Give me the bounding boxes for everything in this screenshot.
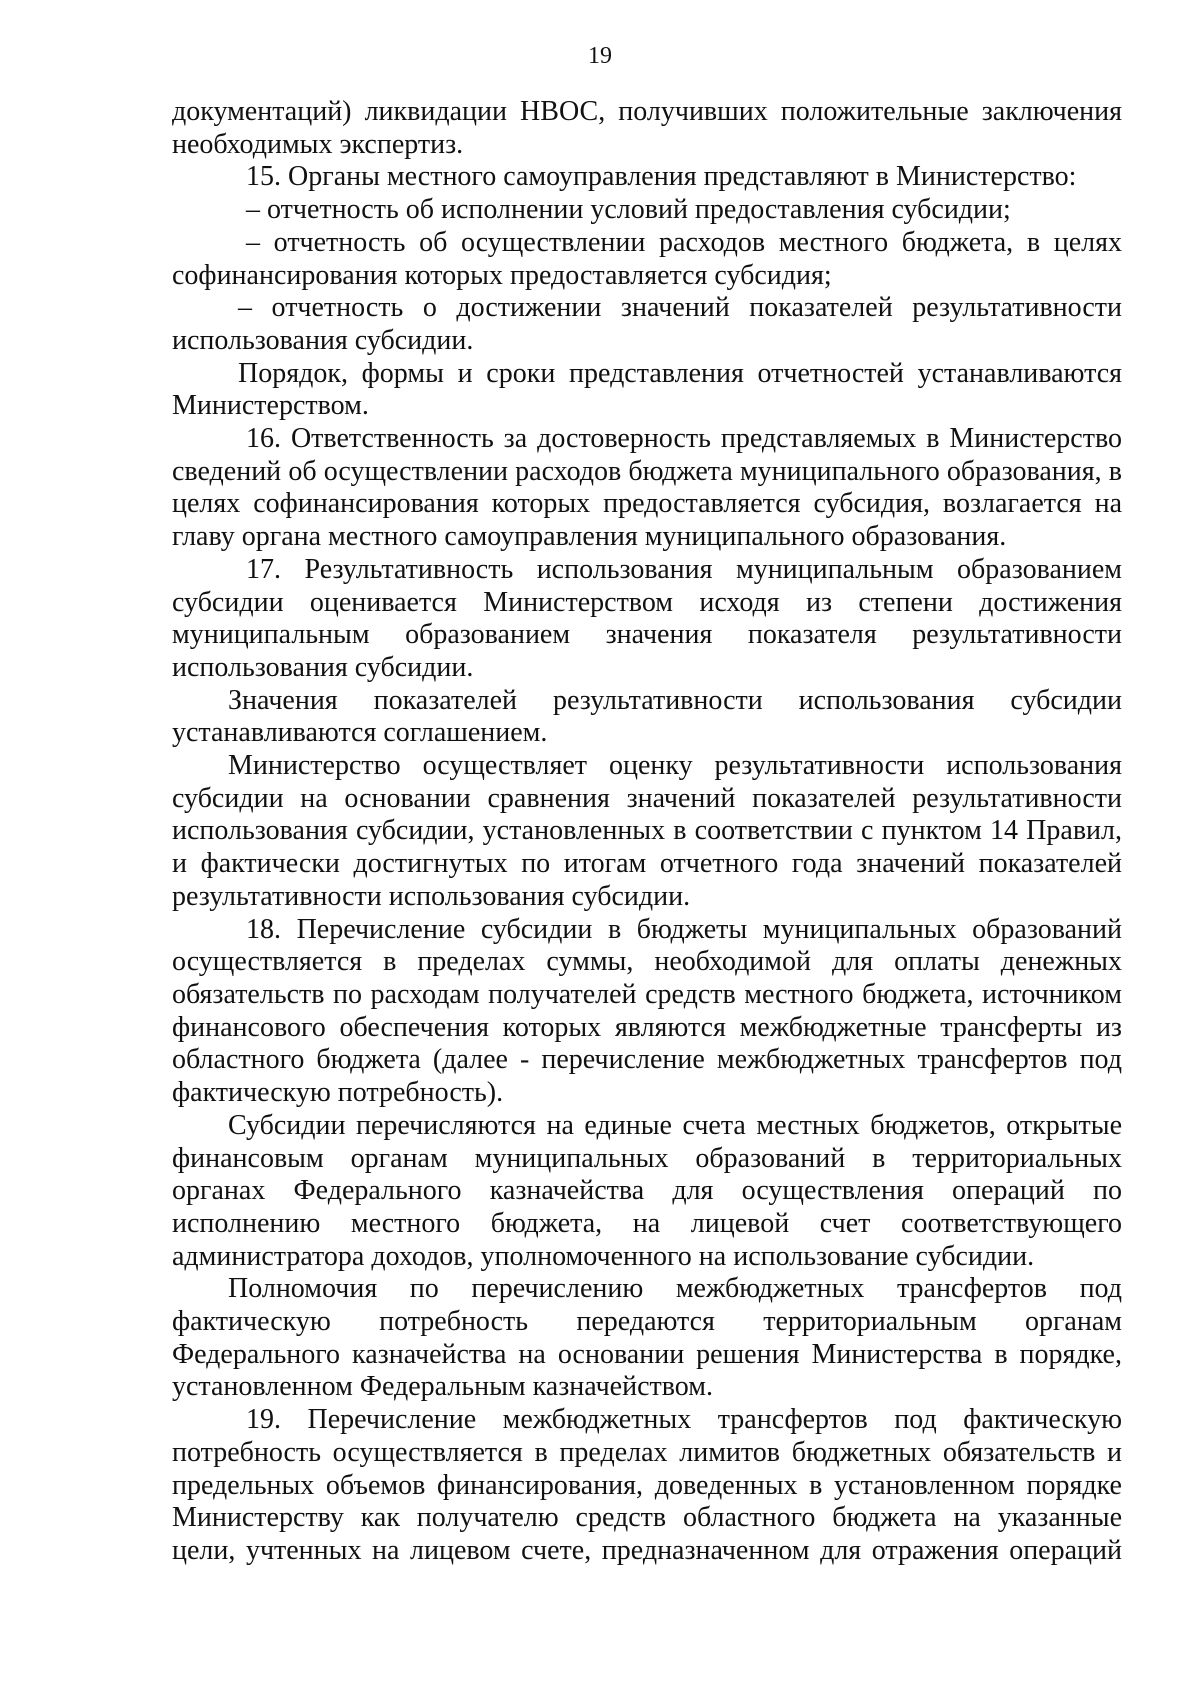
paragraph-item-16: 16. Ответственность за достоверность представляемых в Министерство сведений об осуществлении расходов бюджета муниципального образования, в целях софинансирования которых предоставляется субсидия, возлагается на главу органа местного самоуправления муниципального образования. (172, 423, 1122, 553)
paragraph-subsidy-transfer: Субсидии перечисляются на единые счета местных бюджетов, открытые финансовым органам муниципальных образований в территориальных органах Федерального казначейства для осуществления операций по исполнению местного бюджета, на лицевой счет соответствующего администратора доходов, уполномоченного на использование субсидии. (172, 1109, 1122, 1272)
paragraph-indicator-values: Значения показателей результативности использования субсидии устанавливаются соглашением. (172, 684, 1122, 749)
paragraph-item-18: 18. Перечисление субсидии в бюджеты муниципальных образований осуществляется в пределах суммы, необходимой для оплаты денежных обязательств по расходам получателей средств местного бюджета, источником финансового обеспечения которых являются межбюджетные трансферты из областного бюджета (далее - перечисление межбюджетных трансфертов под фактическую потребность). (172, 913, 1122, 1109)
list-item-dash-2: – отчетность об осуществлении расходов местного бюджета, в целях софинансирования которых предоставляется субсидия; (172, 226, 1122, 291)
paragraph-item-17: 17. Результативность использования муниципальным образованием субсидии оценивается Министерством исходя из степени достижения муниципальным образованием значения показателя результативности использования субсидии. (172, 553, 1122, 683)
paragraph-continuation: документаций) ликвидации НВОС, получивших положительные заключения необходимых экспертиз. (172, 96, 1122, 160)
paragraph-reporting-order: Порядок, формы и сроки представления отчетностей устанавливаются Министерством. (172, 357, 1122, 422)
paragraph-ministry-assessment: Министерство осуществляет оценку результативности использования субсидии на основании сравнения значений показателей результативности использования субсидии, установленных в соответствии с пунктом 14 Правил, и фактически достигнутых по итогам отчетного года значений показателей результативности использования субсидии. (172, 750, 1122, 912)
list-item-dash-3: – отчетность о достижении значений показателей результативности использования субсидии. (172, 292, 1122, 356)
document-body (172, 96, 1122, 1568)
paragraph-item-15: 15. Органы местного самоуправления представляют в Министерство: (246, 161, 1077, 193)
page-number: 19 (588, 43, 612, 69)
paragraph-item-19: 19. Перечисление межбюджетных трансфертов под фактическую потребность осуществляется в пределах лимитов бюджетных обязательств и предельных объемов финансирования, доведенных в установленном порядке Министерству как получателю средств областного бюджета на указанные цели, учтенных на лицевом счете, предназначенном для отражения операций (172, 1404, 1122, 1566)
paragraph-powers-transfer: Полномочия по перечислению межбюджетных трансфертов под фактическую потребность передаются территориальным органам Федерального казначейства на основании решения Министерства в порядке, установленном Федеральным казначейством. (172, 1273, 1122, 1403)
list-item-dash-1: – отчетность об исполнении условий предоставления субсидии; (246, 194, 1011, 226)
